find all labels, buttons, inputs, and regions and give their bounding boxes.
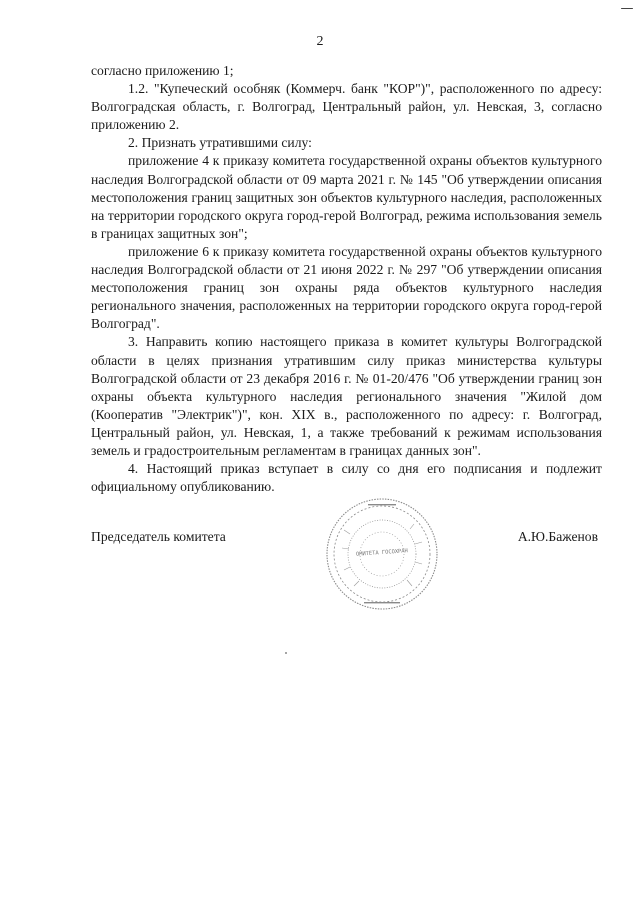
- signer-title: Председатель комитета: [91, 529, 226, 544]
- scan-mark: [621, 8, 633, 9]
- paragraph-item-2: 2. Признать утратившими силу:: [128, 135, 312, 151]
- signer-name: А.Ю.Баженов: [517, 529, 598, 544]
- paragraph-item-3: 3. Направить копию настоящего приказа в комитет культуры Волгоградской области в целях признания утратившим силу приказ министерства культуры Волгоградской области от 23 декабря 2016 г. № 01-20/476 "Об утверждении границ зон охраны объекта культурного наследия регионального значения "Жилой дом (Кооператив "Электрик")", кон. XIX в., расположенного по адресу: г. Волгоград, Центральный район, ул. Невская, 1, а также требований к режимам использования земель и градостроительным регламентам в границах данных зон".: [91, 334, 602, 458]
- seal-text: ОМИТЕТА ГОСОХРАН: [355, 548, 409, 558]
- official-seal-icon: [324, 496, 440, 612]
- paragraph-item-4: 4. Настоящий приказ вступает в силу со дня его подписания и подлежит официальному опубликованию.: [91, 461, 602, 495]
- paragraph-repeal-appendix-6: приложение 6 к приказу комитета государственной охраны объектов культурного наследия Волгоградской области от 21 июня 2022 г. № 297 "Об утверждении описания местоположения границ зон охраны ряда объектов культурного наследия регионального значения, расположенных на территории городского округа город-герой Волгоград".: [91, 243, 602, 332]
- paragraph-repeal-appendix-4: приложение 4 к приказу комитета государственной охраны объектов культурного наследия Волгоградской области от 09 марта 2021 г. № 145 "Об утверждении описания местоположения границ защитных зон объектов культурного наследия, расположенных на территории городского округа город-герой Волгоград, режима использования земель в границах защитных зон";: [91, 153, 602, 241]
- scan-speck: [285, 652, 287, 654]
- paragraph-appendix-1: согласно приложению 1;: [91, 63, 234, 78]
- document-body: [91, 62, 602, 496]
- paragraph-item-1-2: 1.2. "Купеческий особняк (Коммерч. банк "КОР")", расположенного по адресу: Волгоградская область, г. Волгоград, Центральный район, ул. Невская, 3, согласно приложению 2.: [91, 81, 602, 133]
- page-number: 2: [316, 34, 324, 49]
